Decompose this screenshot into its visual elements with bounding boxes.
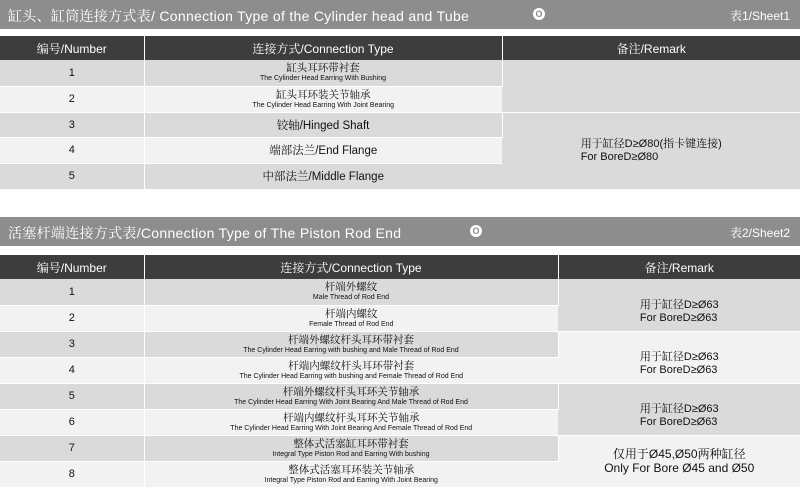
row-connection	[144, 409, 558, 435]
row-number: 7	[0, 435, 144, 461]
sheet1-label: 表1/Sheet1	[729, 9, 790, 23]
row-connection	[144, 86, 502, 112]
sheet2-title: 活塞杆端连接方式表/Connection Type of The Piston Rod End	[8, 225, 402, 241]
row-connection	[144, 383, 558, 409]
row-connection: 铰轴/Hinged Shaft	[144, 112, 502, 137]
row-zh: 杆端内螺纹杆头耳环带衬套	[288, 359, 415, 372]
table-row	[0, 383, 800, 409]
row-number: 4	[0, 137, 144, 163]
row-number: 2	[0, 305, 144, 331]
table-row	[0, 435, 800, 461]
remark-line1: 用于缸径D≥Ø63	[639, 351, 719, 363]
remark-cell	[558, 331, 800, 383]
header-connection-type: 连接方式/Connection Type	[144, 255, 558, 279]
row-number: 5	[0, 383, 144, 409]
sheet2-label: 表2/Sheet2	[729, 226, 790, 240]
table-header	[0, 255, 800, 279]
row-en: Integral Type Piston Rod and Earring With Joint Bearing	[264, 476, 438, 484]
row-connection	[144, 331, 558, 357]
row-connection	[144, 305, 558, 331]
bulb-icon: O	[533, 8, 545, 20]
header-connection-type: 连接方式/Connection Type	[144, 36, 502, 60]
row-en: The Cylinder Head Earring with bushing and Female Thread of Rod End	[239, 372, 464, 380]
row-number: 1	[0, 279, 144, 305]
row-number: 5	[0, 163, 144, 189]
row-zh: 缸头耳环装关节轴承	[276, 88, 371, 101]
sheet2-title-bar	[0, 217, 800, 246]
row-zh: 整体式活塞耳环装关节轴承	[288, 463, 415, 476]
row-connection	[144, 60, 502, 86]
row-zh: 杆端内螺纹杆头耳环关节轴承	[283, 411, 420, 424]
remark-cell-empty	[502, 60, 800, 112]
remark-line1: 仅用于Ø45,Ø50两种缸径	[612, 447, 746, 461]
sheet1-title: 缸头、缸筒连接方式表/ Connection Type of the Cylinder head and Tube	[8, 8, 470, 24]
remark-line2: For BoreD≥Ø80	[580, 150, 659, 163]
table-header	[0, 36, 800, 60]
sheet1-title-bar	[0, 0, 800, 29]
remark-line2: For BoreD≥Ø63	[639, 416, 718, 428]
row-zh: 缸头耳环带衬套	[286, 62, 360, 75]
row-en: The Cylinder Head Earring With Joint Bearing	[252, 101, 395, 109]
sheet2-table	[0, 255, 800, 488]
row-connection: 中部法兰/Middle Flange	[144, 163, 502, 189]
row-en: The Cylinder Head Earring With Bushing	[259, 75, 387, 83]
table-row	[0, 279, 800, 305]
row-connection	[144, 357, 558, 383]
row-connection: 端部法兰/End Flange	[144, 137, 502, 163]
row-zh: 整体式活塞缸耳环带衬套	[293, 437, 409, 450]
row-connection	[144, 435, 558, 461]
header-number: 编号/Number	[0, 36, 144, 60]
row-en: The Cylinder Head Earring With Joint Bearing And Male Thread of Rod End	[234, 398, 468, 406]
remark-line2: For BoreD≥Ø63	[639, 364, 718, 376]
remark-line1: 用于缸径D≥Ø63	[639, 403, 719, 415]
remark-cell	[558, 279, 800, 331]
remark-line2: For BoreD≥Ø63	[639, 311, 718, 324]
row-connection	[144, 279, 558, 305]
bulb-icon: O	[470, 225, 482, 237]
table-row	[0, 112, 800, 137]
row-connection	[144, 461, 558, 487]
row-number: 6	[0, 409, 144, 435]
remark-line1: 用于缸径D≥Ø63	[639, 298, 719, 311]
header-number: 编号/Number	[0, 255, 144, 279]
row-number: 4	[0, 357, 144, 383]
remark-cell	[558, 383, 800, 435]
remark-cell	[502, 112, 800, 189]
table-row	[0, 331, 800, 357]
header-remark: 备注/Remark	[502, 36, 800, 60]
row-number: 3	[0, 112, 144, 137]
sheet1-table	[0, 36, 800, 190]
row-number: 3	[0, 331, 144, 357]
row-en: The Cylinder Head Earring with bushing and Male Thread of Rod End	[243, 346, 459, 354]
row-number: 8	[0, 461, 144, 487]
row-en: The Cylinder Head Earring With Joint Bearing And Female Thread of Rod End	[230, 424, 473, 432]
row-number: 2	[0, 86, 144, 112]
remark-line2: Only For Bore Ø45 and Ø50	[604, 461, 755, 475]
row-en: Male Thread of Rod End	[312, 294, 390, 302]
row-number: 1	[0, 60, 144, 86]
row-zh: 杆端外螺纹杆头耳环带衬套	[288, 333, 414, 346]
header-remark: 备注/Remark	[558, 255, 800, 279]
table-row	[0, 60, 800, 86]
remark-line1: 用于缸径D≥Ø80(指卡键连接)	[580, 137, 722, 150]
row-zh: 杆端内螺纹	[325, 307, 378, 320]
remark-cell	[558, 435, 800, 487]
row-en: Integral Type Piston Rod and Earring With bushing	[272, 450, 430, 458]
row-en: Female Thread of Rod End	[309, 320, 394, 328]
row-zh: 杆端外螺纹杆头耳环关节轴承	[282, 385, 420, 398]
row-zh: 杆端外螺纹	[324, 281, 378, 294]
